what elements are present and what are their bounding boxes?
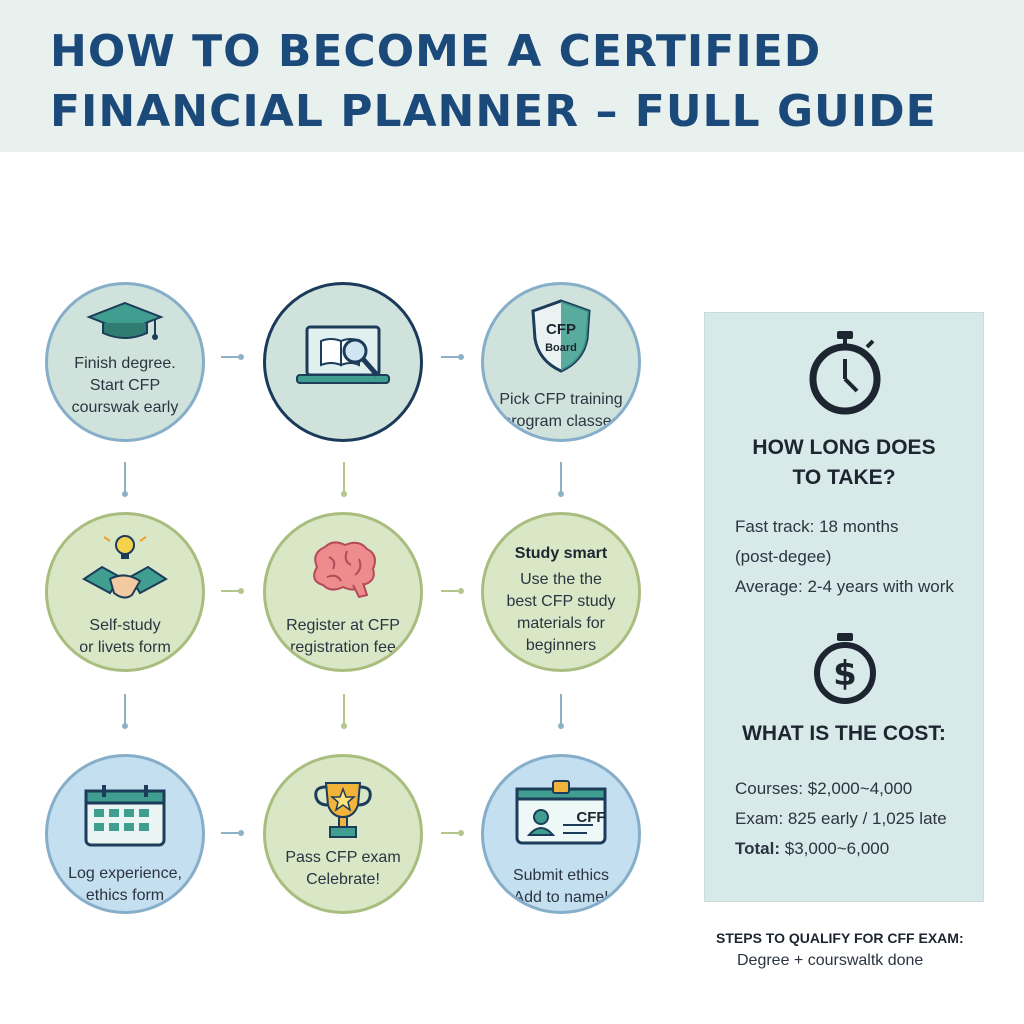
cost-line-courses xyxy=(735,779,912,799)
connector-arrow xyxy=(441,590,459,592)
step-card-finish-degree xyxy=(45,282,205,442)
duration-line: Average: 2-4 years with work xyxy=(735,577,954,596)
calendar-icon xyxy=(82,783,168,847)
study-smart-heading: Study smart xyxy=(514,545,608,562)
step-card-submit-ethics xyxy=(481,754,641,914)
step-caption-line: registration fee xyxy=(290,639,396,656)
step-caption-line: ethics form xyxy=(85,887,165,904)
step-card-log-experience xyxy=(45,754,205,914)
step-caption-line: courswak early xyxy=(71,399,179,416)
connector-arrow xyxy=(560,462,562,492)
duration-line: Fast track: 18 months xyxy=(735,517,899,536)
connector-arrow xyxy=(343,462,345,492)
step-card-self-study xyxy=(45,512,205,672)
cost-label: Exam: xyxy=(735,809,784,828)
cost-value: 825 early / 1,025 late xyxy=(787,809,947,828)
svg-text:$: $ xyxy=(833,654,857,694)
step-caption-line: Pass CFP exam xyxy=(285,849,401,866)
step-caption-line: beginners xyxy=(525,637,597,654)
cost-line-exam xyxy=(735,809,947,829)
step-caption-line: Use the the xyxy=(520,571,602,588)
step-caption-line: Celebrate! xyxy=(306,871,380,888)
graduation-cap-icon xyxy=(85,299,165,343)
connector-arrow xyxy=(343,694,345,724)
step-caption-line: materials for xyxy=(516,615,606,632)
page-title-line-1: HOW TO BECOME A CERTIFIED xyxy=(50,26,822,77)
connector-arrow xyxy=(221,590,239,592)
step-card-pass-exam xyxy=(263,754,423,914)
step-caption-line: Pick CFP training xyxy=(499,391,623,408)
step-caption-line: Submit ethics xyxy=(512,867,610,884)
cost-label: Courses: xyxy=(735,779,804,798)
step-caption-line: Add to name! xyxy=(513,889,609,906)
step-caption-line: or livets form xyxy=(79,639,171,656)
brain-icon xyxy=(303,537,383,599)
step-caption-line: Log experience, xyxy=(68,865,182,882)
step-card-register xyxy=(263,512,423,672)
qualify-heading: STEPS TO QUALIFY FOR CFF EXAM: xyxy=(716,930,964,946)
dollar-coin-icon xyxy=(813,631,877,707)
duration-heading-line: TO TAKE? xyxy=(792,466,896,489)
handshake-lightbulb-icon xyxy=(80,531,170,609)
cost-line-total xyxy=(735,839,889,859)
cost-value: $3,000~6,000 xyxy=(784,839,890,858)
cfp-badge-text: CFP xyxy=(546,321,576,338)
connector-arrow xyxy=(560,694,562,724)
step-caption-line: Self-study xyxy=(89,617,161,634)
duration-heading-line: HOW LONG DOES xyxy=(752,436,936,459)
stopwatch-icon xyxy=(807,329,883,415)
step-caption-line: Start CFP xyxy=(89,377,161,394)
connector-arrow xyxy=(441,356,459,358)
step-card-laptop-research xyxy=(263,282,423,442)
connector-arrow xyxy=(441,832,459,834)
step-card-study-smart xyxy=(481,512,641,672)
laptop-book-magnifier-icon xyxy=(293,321,393,397)
header-banner xyxy=(0,0,1024,152)
trophy-icon xyxy=(308,777,378,843)
board-badge-text: Board xyxy=(545,342,577,354)
connector-arrow xyxy=(124,694,126,724)
connector-arrow xyxy=(124,462,126,492)
cost-label: Total: xyxy=(735,839,781,858)
step-caption-line: Finish degree. xyxy=(74,355,176,372)
cost-heading: WHAT IS THE COST: xyxy=(742,722,946,745)
cost-value: $2,000~4,000 xyxy=(807,779,913,798)
qualify-text: Degree + courswaltk done xyxy=(737,952,924,969)
step-caption-line: Register at CFP xyxy=(286,617,400,634)
duration-line: (post-degee) xyxy=(735,547,832,566)
cff-badge-text: CFF xyxy=(576,809,606,826)
step-caption-line: best CFP study xyxy=(506,593,616,610)
step-caption-line: program classes xyxy=(502,413,620,430)
page-title-line-2: FINANCIAL PLANNER – FULL GUIDE xyxy=(50,86,937,137)
connector-arrow xyxy=(221,356,239,358)
info-panel xyxy=(704,312,984,902)
connector-arrow xyxy=(221,832,239,834)
step-card-pick-training xyxy=(481,282,641,442)
